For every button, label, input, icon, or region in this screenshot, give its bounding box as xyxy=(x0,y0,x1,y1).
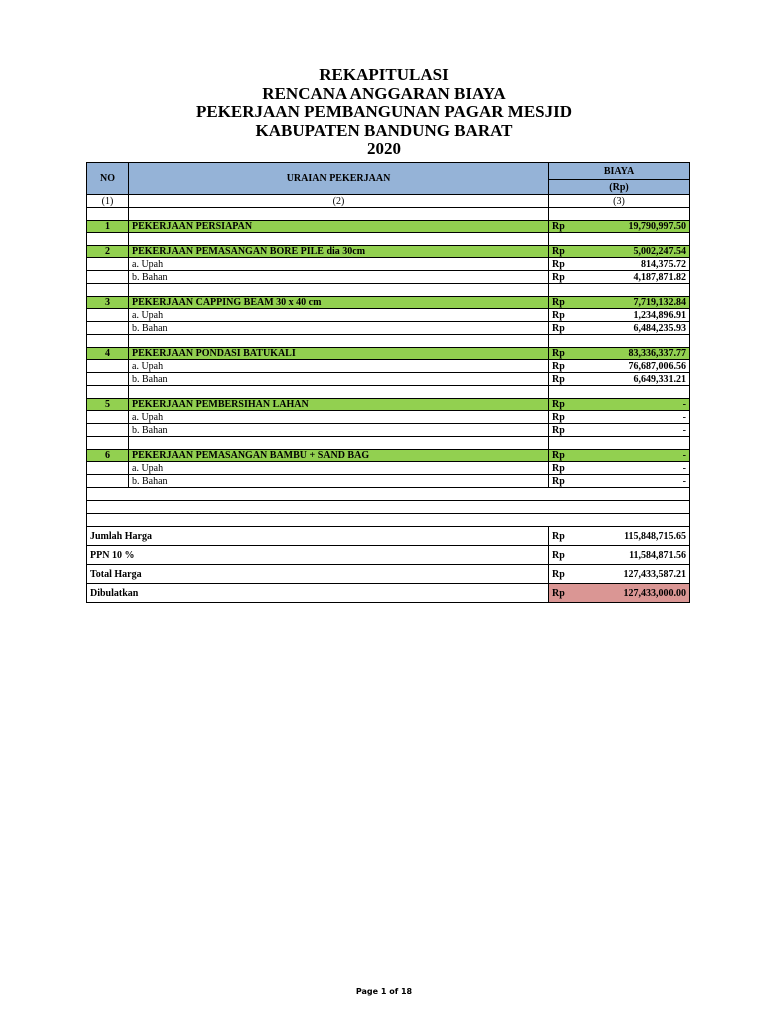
item-row-5 xyxy=(87,399,690,411)
bahan-row xyxy=(87,475,690,488)
bahan-value: - xyxy=(575,424,690,437)
upah-value: 1,234,896.91 xyxy=(575,309,690,322)
item-total: 19,790,997.50 xyxy=(575,221,690,233)
col-number-2: (2) xyxy=(129,195,549,208)
upah-row xyxy=(87,411,690,424)
upah-value: 814,375.72 xyxy=(575,258,690,271)
bahan-label: b. Bahan xyxy=(129,271,549,284)
upah-value: 76,687,006.56 xyxy=(575,360,690,373)
upah-label: a. Upah xyxy=(129,258,549,271)
header-biaya: BIAYA xyxy=(549,163,690,180)
spacer-row xyxy=(87,488,690,501)
bahan-row xyxy=(87,322,690,335)
spacer-row xyxy=(87,501,690,514)
bahan-label: b. Bahan xyxy=(129,373,549,386)
col-number-1: (1) xyxy=(87,195,129,208)
item-total: 5,002,247.54 xyxy=(575,246,690,258)
item-no: 6 xyxy=(87,450,129,462)
page-footer: Page 1 of 18 xyxy=(355,987,413,996)
document-title xyxy=(0,66,768,159)
currency-label: Rp xyxy=(549,411,575,424)
title-line-5: 2020 xyxy=(367,139,401,158)
upah-row xyxy=(87,309,690,322)
currency-label: Rp xyxy=(549,360,575,373)
upah-row xyxy=(87,258,690,271)
item-row-3 xyxy=(87,297,690,309)
title-line-2: RENCANA ANGGARAN BIAYA xyxy=(262,83,506,103)
jumlah-harga-value: 115,848,715.65 xyxy=(575,527,690,546)
item-name: PEKERJAAN PEMBERSIHAN LAHAN xyxy=(129,399,549,411)
bahan-label: b. Bahan xyxy=(129,322,549,335)
item-name: PEKERJAAN PEMASANGAN BORE PILE dia 30cm xyxy=(129,246,549,258)
dibulatkan-value: 127,433,000.00 xyxy=(575,584,690,603)
item-no: 1 xyxy=(87,221,129,233)
header-uraian: URAIAN PEKERJAAN xyxy=(129,163,549,195)
currency-label: Rp xyxy=(549,546,575,565)
upah-row xyxy=(87,360,690,373)
header-row xyxy=(87,163,690,180)
item-no: 4 xyxy=(87,348,129,360)
item-total: 7,719,132.84 xyxy=(575,297,690,309)
item-name: PEKERJAAN PONDASI BATUKALI xyxy=(129,348,549,360)
currency-label: Rp xyxy=(549,565,575,584)
item-name: PEKERJAAN PEMASANGAN BAMBU + SAND BAG xyxy=(129,450,549,462)
currency-label: Rp xyxy=(549,322,575,335)
total-harga-row xyxy=(87,565,690,584)
title-line-4: KABUPATEN BANDUNG BARAT xyxy=(255,120,513,140)
item-row-4 xyxy=(87,348,690,360)
title-line-1: REKAPITULASI xyxy=(319,65,449,84)
upah-label: a. Upah xyxy=(129,462,549,475)
ppn-value: 11,584,871.56 xyxy=(575,546,690,565)
upah-label: a. Upah xyxy=(129,309,549,322)
bahan-value: 6,484,235.93 xyxy=(575,322,690,335)
title-line-3: PEKERJAAN PEMBANGUNAN PAGAR MESJID xyxy=(195,102,573,121)
header-rp-unit: (Rp) xyxy=(549,180,690,195)
currency-label: Rp xyxy=(549,527,575,546)
item-row-1 xyxy=(87,221,690,233)
currency-label: Rp xyxy=(549,475,575,488)
item-row-2 xyxy=(87,246,690,258)
currency-label: Rp xyxy=(549,462,575,475)
bahan-row xyxy=(87,373,690,386)
col-number-3: (3) xyxy=(549,195,690,208)
spacer-row xyxy=(87,208,690,221)
currency-label: Rp xyxy=(549,246,575,258)
currency-label: Rp xyxy=(549,584,575,603)
currency-label: Rp xyxy=(549,399,575,411)
ppn-label: PPN 10 % xyxy=(87,546,549,565)
currency-label: Rp xyxy=(549,271,575,284)
currency-label: Rp xyxy=(549,221,575,233)
item-total: - xyxy=(575,450,690,462)
spacer-row xyxy=(87,284,690,297)
spacer-row xyxy=(87,437,690,450)
item-no: 2 xyxy=(87,246,129,258)
bahan-value: 6,649,331.21 xyxy=(575,373,690,386)
dibulatkan-row xyxy=(87,584,690,603)
item-no: 3 xyxy=(87,297,129,309)
bahan-label: b. Bahan xyxy=(129,424,549,437)
upah-label: a. Upah xyxy=(129,411,549,424)
dibulatkan-label: Dibulatkan xyxy=(87,584,549,603)
spacer-row xyxy=(87,386,690,399)
upah-value: - xyxy=(575,462,690,475)
bahan-value: - xyxy=(575,475,690,488)
total-harga-value: 127,433,587.21 xyxy=(575,565,690,584)
spacer-row xyxy=(87,233,690,246)
bahan-value: 4,187,871.82 xyxy=(575,271,690,284)
currency-label: Rp xyxy=(549,258,575,271)
bahan-row xyxy=(87,424,690,437)
upah-row xyxy=(87,462,690,475)
total-harga-label: Total Harga xyxy=(87,565,549,584)
budget-recap-table xyxy=(86,162,690,603)
item-name: PEKERJAAN CAPPING BEAM 30 x 40 cm xyxy=(129,297,549,309)
item-no: 5 xyxy=(87,399,129,411)
header-no: NO xyxy=(87,163,129,195)
item-name: PEKERJAAN PERSIAPAN xyxy=(129,221,549,233)
bahan-label: b. Bahan xyxy=(129,475,549,488)
currency-label: Rp xyxy=(549,297,575,309)
currency-label: Rp xyxy=(549,348,575,360)
item-row-6 xyxy=(87,450,690,462)
currency-label: Rp xyxy=(549,424,575,437)
currency-label: Rp xyxy=(549,309,575,322)
spacer-row xyxy=(87,335,690,348)
upah-label: a. Upah xyxy=(129,360,549,373)
column-number-row xyxy=(87,195,690,208)
item-total: - xyxy=(575,399,690,411)
jumlah-harga-row xyxy=(87,527,690,546)
currency-label: Rp xyxy=(549,373,575,386)
currency-label: Rp xyxy=(549,450,575,462)
item-total: 83,336,337.77 xyxy=(575,348,690,360)
ppn-row xyxy=(87,546,690,565)
bahan-row xyxy=(87,271,690,284)
spacer-row xyxy=(87,514,690,527)
upah-value: - xyxy=(575,411,690,424)
jumlah-harga-label: Jumlah Harga xyxy=(87,527,549,546)
